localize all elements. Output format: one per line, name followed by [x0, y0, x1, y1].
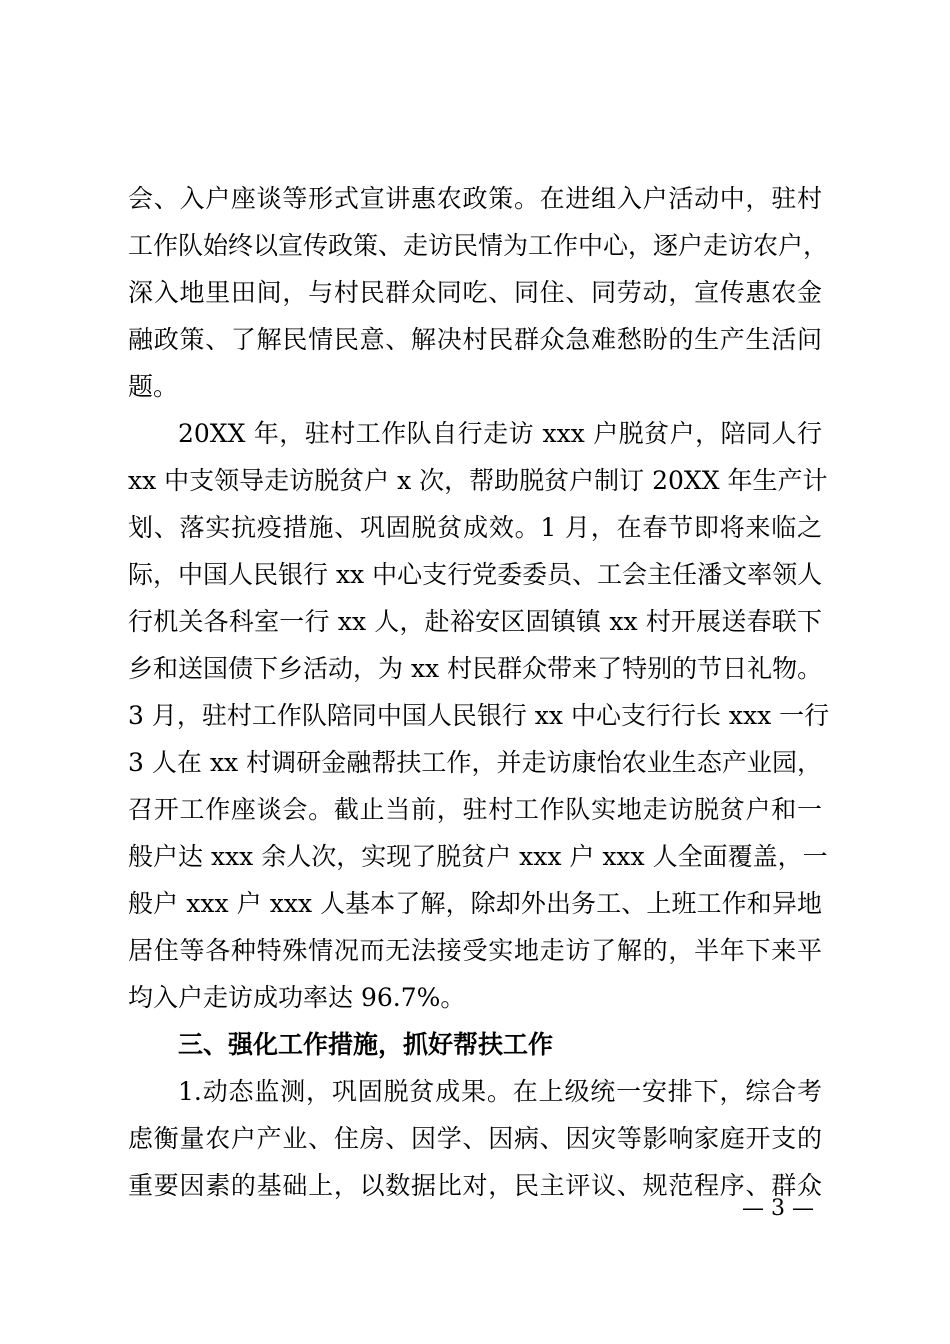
paragraph-line: 划、落实抗疫措施、巩固脱贫成效。1 月，在春节即将来临之 [128, 513, 822, 542]
paragraph-line: 重要因素的基础上，以数据比对，民主评议、规范程序、群众 [128, 1171, 822, 1200]
page-number: — 3 — [742, 1196, 814, 1221]
paragraph-line: 均入户走访成功率达 96.7%。 [128, 983, 466, 1012]
paragraph-line: 3 月，驻村工作队陪同中国人民银行 xx 中心支行行长 xxx 一行 [128, 701, 830, 730]
paragraph-line: 居住等各种特殊情况而无法接受实地走访了解的，半年下来平 [128, 936, 822, 965]
paragraph-line: 题。 [128, 372, 179, 401]
paragraph-line: 虑衡量农户产业、住房、因学、因病、因灾等影响家庭开支的 [128, 1124, 822, 1153]
paragraph-line: 会、入户座谈等形式宣讲惠农政策。在进组入户活动中，驻村 [128, 184, 822, 213]
section-heading: 三、强化工作措施，抓好帮扶工作 [178, 1030, 554, 1059]
paragraph-line: 20XX 年，驻村工作队自行走访 xxx 户脱贫户，陪同人行 [178, 419, 822, 448]
paragraph-line: 工作队始终以宣传政策、走访民情为工作中心，逐户走访农户， [128, 231, 829, 260]
paragraph-line: 般户 xxx 户 xxx 人基本了解，除却外出务工、上班工作和异地 [128, 889, 822, 918]
paragraph-line: 乡和送国债下乡活动，为 xx 村民群众带来了特别的节日礼物。 [128, 654, 823, 683]
paragraph-line: 3 人在 xx 村调研金融帮扶工作，并走访康怡农业生态产业园， [128, 748, 822, 777]
paragraph-line: xx 中支领导走访脱贫户 x 次，帮助脱贫户制订 20XX 年生产计 [128, 466, 828, 495]
paragraph-line: 际，中国人民银行 xx 中心支行党委委员、工会主任潘文率领人 [128, 560, 823, 589]
paragraph-line: 融政策、了解民情民意、解决村民群众急难愁盼的生产生活问 [128, 325, 822, 354]
paragraph-line: 召开工作座谈会。截止当前，驻村工作队实地走访脱贫户和一 [128, 795, 822, 824]
paragraph-line: 1.动态监测，巩固脱贫成果。在上级统一安排下，综合考 [178, 1077, 822, 1106]
paragraph-line: 般户达 xxx 余人次，实现了脱贫户 xxx 户 xxx 人全面覆盖，一 [128, 842, 828, 871]
paragraph-line: 深入地里田间，与村民群众同吃、同住、同劳动，宣传惠农金 [128, 278, 822, 307]
paragraph-line: 行机关各科室一行 xx 人，赴裕安区固镇镇 xx 村开展送春联下 [128, 607, 822, 636]
